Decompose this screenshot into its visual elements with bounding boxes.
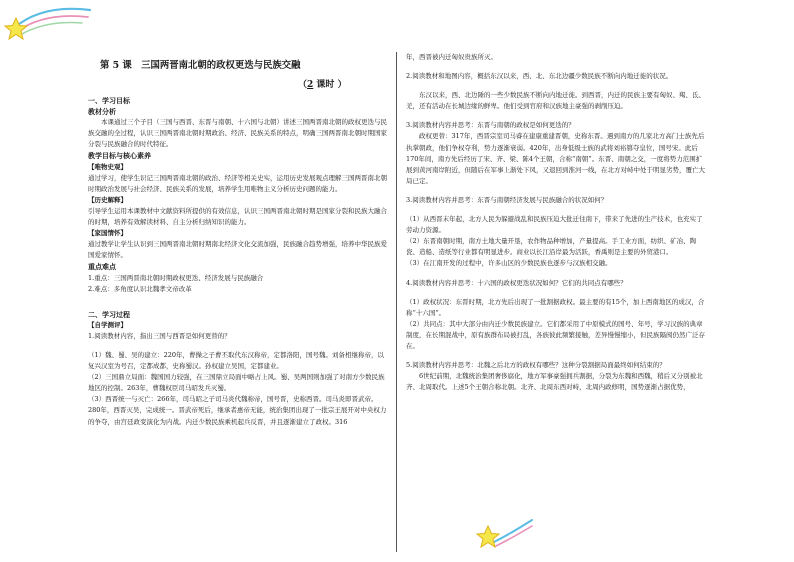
section-heading-goals: 一、学习目标 (88, 96, 130, 105)
subheading-goals: 教学目标与核心素养 (88, 151, 151, 161)
answer-3: 政权更替：317年，西晋宗室司马睿在建康重建晋朝，史称东晋。遇到南方的几家北方高门士族先后执掌朝政，他们争权夺利，势力逐渐衰弱。420年，出身低级士族的武将刘裕篡夺皇位，国号宋。此后170年间，南方先后经历了宋、齐、梁、陈4个王朝，合称“南朝”。东晋、南朝之交，一度将势力范围扩展到黄河南岸附近，但随后在军事上渐处下风，又退回到淮河一线，在北方对峙中处于明显劣势，覆亡大局已定。 (406, 132, 705, 185)
question-5: 4.阅读教材内容并思考：十六国的政权更迭状况如何？它们的共同点有哪些？ (406, 278, 627, 287)
lesson-hours: （2 课时 ） (298, 80, 347, 90)
tag-materialism: 【唯物史观】 (88, 162, 127, 171)
lesson-title: 第 5 课 三国两晋南北朝的政权更迭与民族交融 (100, 60, 301, 71)
left-column (88, 0, 388, 562)
key-point-1: 1.重点：三国两晋南北朝时期政权更迭、经济发展与民族融合 (88, 273, 264, 282)
question-4: 3.阅读教材内容并思考：东晋与南朝经济发展与民族融合的状况如何？ (406, 195, 608, 204)
answer-2: 东汉以来，西、北边陲的一些少数民族不断向内地迁徙。到西晋，内迁的民族主要有匈奴、羯、氐、羌，还有活动在长城边缘的鲜卑。他们受到官府和汉族地主豪强的剥削压迫。 (406, 91, 705, 111)
paragraph-analysis: 本课通过三个子目（三国与西晋、东晋与南朝、十六国与北朝）讲述三国两晋南北朝的政权更迭与民族交融的全过程，认识三国两晋南北朝时期政治、经济、民族关系的特点，明确三国两晋南北朝时期国家分裂与民族融合的时代特征。 (88, 118, 387, 149)
answer-4-2: （2）东晋南朝时期，南方土地大量开垦，农作物品种增加，产量提高。手工业方面，纺织、矿冶、陶瓷、造船、造纸等行业都有明显进步。商业以长江沿岸最为活跃，香禹则是主要的外贸港口。 (406, 237, 697, 257)
question-1: 1.阅读教材内容，指出三国与西晋是如何更替的？ (88, 331, 231, 340)
answer-1-2: （2）三国鼎立局面：魏国国力较强，在三国鼎立局面中略占上风。蜀、吴两国则加强了对南方少数民族地区的控制。263年，曹魏权臣司马昭发兵灭蜀。 (88, 373, 385, 393)
continued-line: 年，西晋被内迁匈奴贵族所灭。 (406, 53, 497, 61)
right-text-block (406, 52, 706, 393)
question-6: 5.阅读教材内容并思考：北魏之后北方的政权有哪些？这种分裂割据局面最终如何结束的？ (406, 361, 666, 370)
answer-5-1: （1）政权状况：东晋时期，北方先后出现了一批割据政权。最主要的有15个，加上西南地区的成汉，合称“十六国”。 (406, 297, 705, 317)
answer-6: 6世纪前期，北魏统治集团奢侈腐化，地方军事豪强拥兵割据，分裂为东魏和西魏，稍后又分别被北齐、北周取代。上述5个王朝合称北朝。北齐、北周东西对峙，北周内政修明，国势逐渐占据优势， (406, 372, 703, 392)
question-2: 2.阅读教材和地图内容，概括东汉以来，西、北、东北边疆少数民族不断向内地迁徙的状况。 (406, 72, 673, 81)
answer-1-1: （1）魏、蜀、吴的建立：220年，曹操之子曹丕取代东汉称帝，定都洛阳，国号魏。刘备相继称帝，以复兴汉室为号召，定都成都，史称蜀汉。孙权建立吴国，定都建业。 (88, 350, 385, 371)
section-heading-process: 二、学习过程 (88, 309, 130, 319)
shooting-star-icon (2, 2, 94, 42)
column-divider (396, 52, 397, 552)
paragraph-materialism: 通过学习，使学生识记三国两晋南北朝的政治、经济等相关史实，运用历史发展观点理解三国两晋南北朝时期政治发展与社会经济、民族关系的发展，培养学生用唯物主义分析历史问题的能力。 (88, 173, 387, 193)
tag-interpretation: 【历史解释】 (88, 195, 127, 204)
paragraph-interpretation: 引导学生运用本课教材中文献资料所提供的有效信息，认识三国两晋南北朝时期是国家分裂和民族大融合的时期，培养有效解读材料、自主分析归纳知识的能力。 (88, 206, 387, 227)
left-text-block (88, 95, 388, 428)
subheading-key-points: 重点难点 (88, 262, 116, 272)
answer-1-3: （3）西晋统一与灭亡：266年，司马昭之子司马炎代魏称帝，国号晋，史称西晋。司马炎即晋武帝。280年，西晋灭吴，完成统一。晋武帝死后，继承者惠帝无能，统治集团出现了一批宗王展开对中央权力的争夺，由宫廷政变演化为内战。内迁少数民族乘机起兵反晋，并且逐渐建立了政权。316 (88, 395, 387, 426)
answer-4-1: （1）从西晋末年起，北方人民为躲避战乱和民族压迫大批迁往南下，带来了先进的生产技术，也充实了劳动力资源。 (406, 215, 703, 235)
tag-patriotism: 【家国情怀】 (88, 229, 127, 238)
key-point-2: 2.难点：多角度认识北魏孝文帝改革 (88, 284, 192, 293)
paragraph-patriotism: 通过教学让学生认识到三国两晋南北朝时期南北经济文化交流加强，民族融合趋势增强，培养中华民族爱国爱家情怀。 (88, 240, 387, 260)
hours-number: 2 (307, 80, 314, 90)
subheading-analysis: 教材分析 (88, 107, 116, 117)
question-3: 3.阅读教材内容并思考：东晋与南朝的政权是如何更迭的？ (406, 121, 575, 130)
answer-5-2: （2）共同点：其中大部分由内迁少数民族建立。它们都采用了中原模式的国号、年号，学习汉族的典章制度，在长期混战中，原有族群布局被打乱，各族彼此频繁接触，差异慢慢缩小，但民族隔阂仍然广泛存在。 (406, 319, 705, 350)
answer-4-3: （3）在江南开发的过程中，许多山区的少数民族也逐步与汉族相交融。 (406, 259, 612, 268)
tag-self-test: 【自学测评】 (88, 320, 127, 329)
right-column (406, 0, 706, 562)
